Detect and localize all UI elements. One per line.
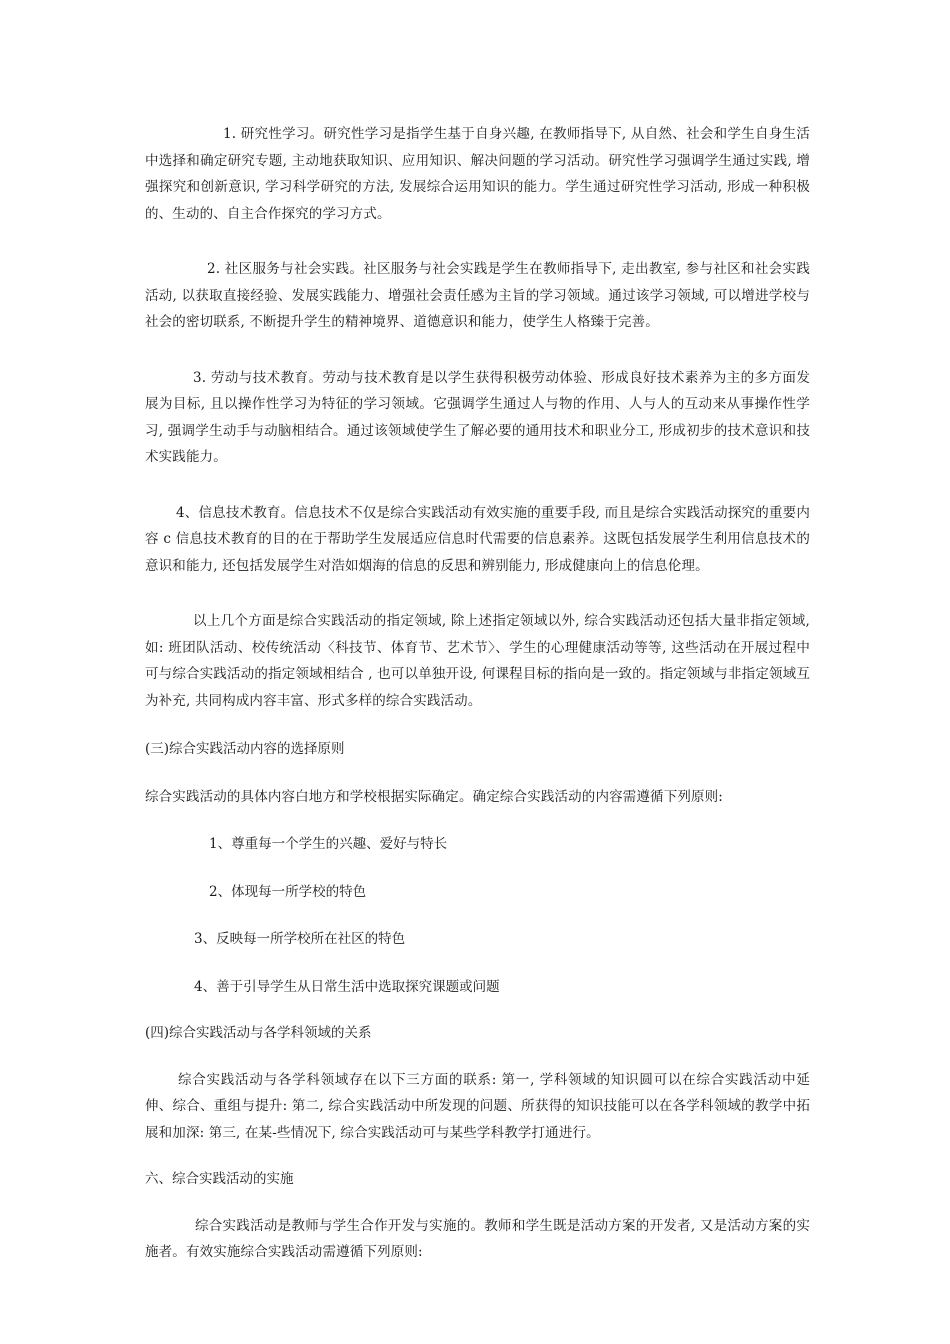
section-heading-selection-principles: (三)综合实践活动内容的选择原则: [145, 741, 345, 757]
paragraph-subject-relations: 综合实践活动与各学科领域存在以下三方面的联系: 第一, 学科领域的知识圆可以在综合实践活动中延伸、综合、重组与提升: 第二, 综合实践活动中所发现的问题、所获得的知识技能可以在各学科领域的教学中拓展和加深: 第三, 在某-些情况下, 综合实践活动可与某些学科教学打通进行。: [145, 1071, 810, 1141]
paragraph-labor-technology: 3. 劳动与技术教育。劳动与技术教育是以学生获得积极劳动体验、形成良好技术素养为主的多方面发展为目标, 且以操作性学习为特征的学习领域。它强调学生通过人与物的作用、人与人的互动来从事操作性学习, 强调学生动手与动脑相结合。通过该领域使学生了解必要的通用技术和职业分工, 形成初步的技术意识和技术实践能力。: [145, 369, 810, 465]
section-heading-subject-relations: (四)综合实践活动与各学科领域的关系: [145, 1025, 372, 1041]
document-page: [145, 121, 810, 1266]
section-heading-implementation: 六、综合实践活动的实施: [145, 1171, 294, 1187]
paragraph-community-service: 2. 社区服务与社会实践。社区服务与社会实践是学生在教师指导下, 走出教室, 参与社区和社会实践活动, 以获取直接经验、发展实践能力、增强社会责任感为主旨的学习领域。通过该学习领域, 可以增进学校与社会的密切联系, 不断提升学生的精神境界、道德意识和能力，使学生人格臻于完善。: [145, 261, 810, 330]
paragraph-information-technology: 4、信息技术教育。信息技术不仅是综合实践活动有效实施的重要手段, 而且是综合实践活动探究的重要内容 c 信息技术教育的目的在于帮助学生发展适应信息时代需要的信息素养。这既包括发展学生利用信息技术的意识和能力, 还包括发展学生对浩如烟海的信息的反思和辨别能力, 形成健康向上的信息伦理。: [145, 504, 810, 574]
paragraph-research-learning: 1. 研究性学习。研究性学习是指学生基于自身兴趣, 在教师指导下, 从自然、社会和学生自身生活中选择和确定研究专题, 主动地获取知识、应用知识、解决问题的学习活动。研究性学习强调学生通过实践, 增强探究和创新意识, 学习科学研究的方法, 发展综合运用知识的能力。学生通过研究性学习活动, 形成一种积极的、生动的、自主合作探究的学习方式。: [145, 126, 810, 222]
principle-item-1: 1、尊重每一个学生的兴趣、爱好与特长: [209, 836, 448, 852]
principle-item-4: 4、善于引导学生从日常生活中选取探究课题或问题: [194, 978, 500, 995]
paragraph-implementation: 综合实践活动是教师与学生合作开发与实施的。教师和学生既是活动方案的开发者, 又是活动方案的实施者。有效实施综合实践活动需遵循下列原则:: [145, 1217, 810, 1260]
paragraph-selection-intro: 综合实践活动的具体内容白地方和学校根据实际确定。确定综合实践活动的内容需遵循下列原则:: [145, 788, 723, 805]
paragraph-non-designated-domains: 以上几个方面是综合实践活动的指定领域, 除上述指定领域以外, 综合实践活动还包括大量非指定领域, 如: 班团队活动、校传统活动〈科技节、体育节、艺术节〉、学生的心理健康活动等等, 这些活动在开展过程中可与综合实践活动的指定领域相结合 , 也可以单独开设, 何课程目标的指向是一致的。指定领域与非指定领域互为补充, 共同构成内容丰富、形式多样的综合实践活动。: [145, 613, 810, 709]
principle-item-2: 2、体现每一所学校的特色: [209, 883, 367, 900]
principle-item-3: 3、反映每一所学校所在社区的特色: [194, 931, 406, 947]
